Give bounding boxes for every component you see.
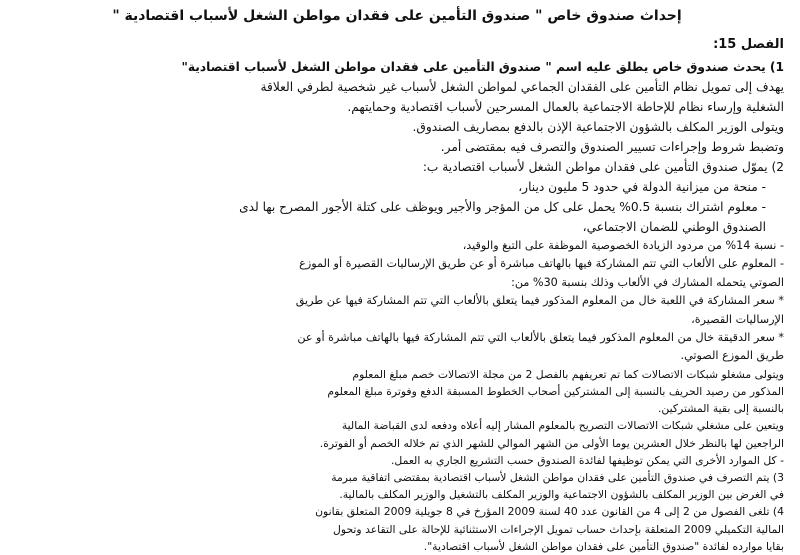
paragraph-line: ويتولى الوزير المكلف بالشؤون الاجتماعية الإذن بالدفع بمصاريف الصندوق.: [412, 120, 784, 134]
paragraph-line: 3) يتم التصرف في صندوق التأمين على فقدان مواطن الشغل لأسباب اقتصادية بمقتضى اتفاقية مبرمة: [331, 471, 784, 485]
paragraph-line: 1) يحدث صندوق خاص يطلق عليه اسم " صندوق التأمين على فقدان مواطن الشغل لأسباب اقتصادية": [181, 60, 784, 74]
paragraph-line: بالنسبة إلى بقية المشتركين.: [657, 402, 784, 416]
main-paragraphs: [10, 57, 784, 237]
compact-section: [10, 237, 784, 366]
paragraph-line: بقايا موارده لفائدة "صندوق التأمين على فقدان مواطن الشغل لأسباب اقتصادية".: [423, 539, 784, 553]
list-item: * سعر الدقيقة خال من المعلوم المذكور فيما يتعلق بالألعاب التي تتم المشاركة فيها بالهاتف مباشرة أو عن: [297, 331, 784, 345]
list-item: * سعر المشاركة في اللعبة خال من المعلوم المذكور فيما يتعلق بالألعاب التي تتم المشاركة فيها عن طريق: [295, 294, 784, 308]
list-item: - نسبة 14% من مردود الزيادة الخصوصية الموظفة على التبغ والوقيد،: [462, 239, 784, 252]
tight-section: [10, 366, 784, 555]
paragraph-line: ويتعين على مشغلي شبكات الاتصالات التصريح بالمعلوم المشار إليه أعلاه ودفعه لدى القباضة المالية: [341, 419, 784, 433]
document-title: إحداث صندوق خاص " صندوق التأمين على فقدان مواطن الشغل لأسباب اقتصادية ": [112, 8, 682, 24]
list-item: - كل الموارد الأخرى التي يمكن توظيفها لفائدة الصندوق حسب التشريع الجاري به العمل.: [390, 453, 784, 467]
paragraph-line: ويتولى مشغلو شبكات الاتصالات كما تم تعريفهم بالفصل 2 من مجلة الاتصالات خصم مبلغ المعلوم: [352, 367, 784, 381]
paragraph-line: في الغرض بين الوزير المكلف بالشؤون الاجتماعية والوزير المكلف بالتشغيل والوزير المكلف بالمالية.: [339, 488, 784, 502]
list-item: - معلوم اشتراك بنسبة 0.5% يحمل على كل من المؤجر والأجير ويوظف على كتلة الأجور المصرح بها لدى: [239, 200, 766, 214]
chapter-heading: الفصل 15:: [713, 37, 784, 52]
paragraph-line: الراجعين لها بالنظر خلال العشرين يوما الأولى من الشهر الموالي للشهر الذي تم خلاله الخصم أو الفوترة.: [319, 436, 784, 450]
paragraph-line: المالية التكميلي 2009 المتعلقة بإحداث حساب تمويل الإجراءات الاستثنائية للإحالة على التقاعد وتحول: [333, 522, 784, 536]
paragraph-line: المذكور من رصيد الحريف بالنسبة إلى المشتركين أصحاب الخطوط المسبقة الدفع وفوترة مبلغ المعلوم: [327, 385, 784, 399]
paragraph-line: يهدف إلى تمويل نظام التأمين على الفقدان الجماعي لمواطن الشغل لأسباب غير شخصية لطرفي العلاقة: [260, 80, 784, 94]
paragraph-line: وتضبط شروط وإجراءات تسيير الصندوق والتصرف فيه بمقتضى أمر.: [440, 140, 784, 154]
list-item: طريق الموزع الصوتي.: [680, 349, 784, 363]
list-item: الصوتي يتحمله المشارك في الألعاب وذلك بنسبة 30% من:: [511, 275, 784, 289]
paragraph-line: الشغلية وإرساء نظام للإحاطة الاجتماعية بالعمال المسرحين لأسباب اقتصادية وحمايتهم.: [347, 100, 784, 114]
list-item: الصندوق الوطني للضمان الاجتماعي،: [582, 220, 766, 234]
list-item: - منحة من ميزانية الدولة في حدود 5 مليون دينار،: [518, 180, 766, 194]
list-item: - المعلوم على الألعاب التي تتم المشاركة فيها بالهاتف مباشرة أو عن طريق الإرساليات القصيرة أو الموزع: [299, 257, 784, 271]
paragraph-line: 2) يموّل صندوق التأمين على فقدان مواطن الشغل لأسباب اقتصادية ب:: [422, 160, 784, 174]
paragraph-line: 4) تلغى الفصول من 2 إلى 4 من القانون عدد 40 لسنة 2009 المؤرخ في 8 جويلية 2009 المتعلق بقانون: [315, 505, 784, 519]
list-item: الإرساليات القصيرة،: [691, 312, 784, 326]
